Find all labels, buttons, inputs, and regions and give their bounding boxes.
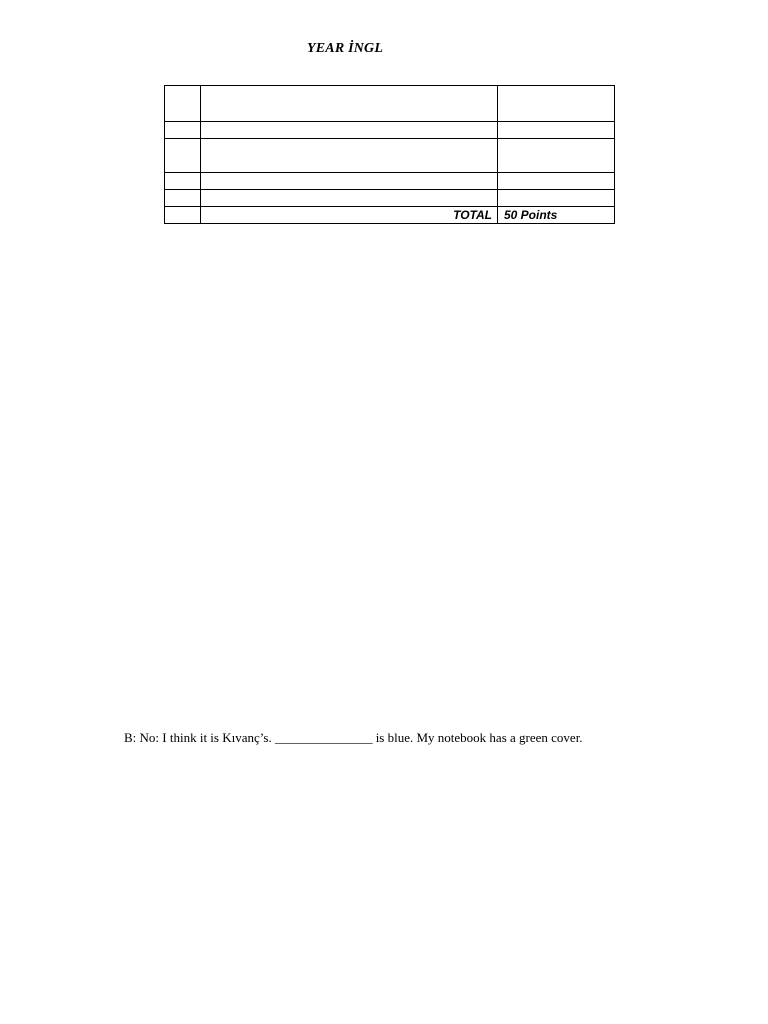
table-cell-points xyxy=(498,139,615,173)
table-cell-points xyxy=(498,173,615,190)
table-cell-question xyxy=(201,139,498,173)
table-cell-question xyxy=(201,173,498,190)
table-cell-number xyxy=(165,122,201,139)
score-table xyxy=(164,85,615,224)
table-cell-number xyxy=(165,190,201,207)
table-total-row xyxy=(165,207,615,224)
table-cell-number xyxy=(165,173,201,190)
table-row xyxy=(165,173,615,190)
table-row xyxy=(165,139,615,173)
table-cell-question xyxy=(201,190,498,207)
page-title: YEAR İNGL xyxy=(307,41,384,56)
table-cell-points xyxy=(498,86,615,122)
table-cell-question xyxy=(201,86,498,122)
table-cell-points xyxy=(498,122,615,139)
total-label: TOTAL xyxy=(201,207,498,224)
table-row xyxy=(165,122,615,139)
total-points: 50 Points xyxy=(498,207,615,224)
table-cell-points xyxy=(498,190,615,207)
dialogue-line-b: B: No: I think it is Kıvanç’s. _______________ is blue. My notebook has a green cover. xyxy=(124,730,583,745)
table-cell-question xyxy=(201,122,498,139)
table-cell-number xyxy=(165,207,201,224)
table-row xyxy=(165,190,615,207)
table-cell-number xyxy=(165,86,201,122)
table-row xyxy=(165,86,615,122)
table-cell-number xyxy=(165,139,201,173)
